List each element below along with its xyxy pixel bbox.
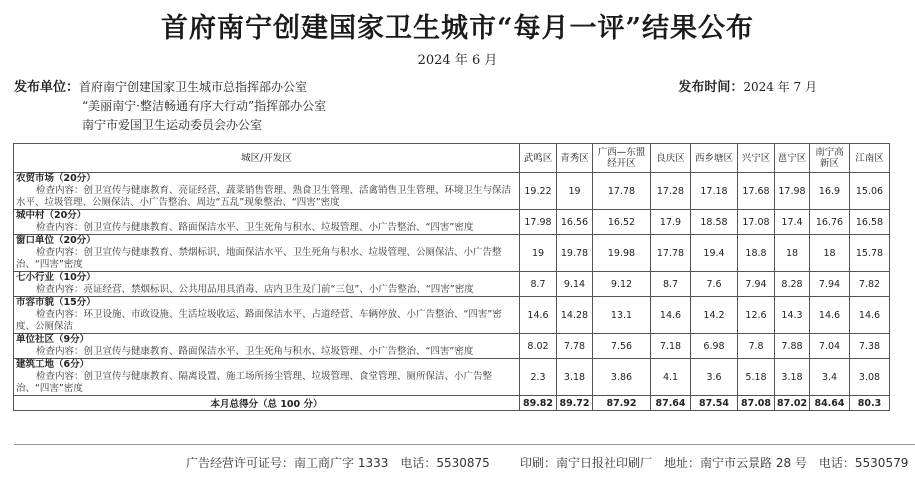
inspection-content: 检查内容：环卫设施、市政设施、生活垃圾收运、路面保洁水平、占道经营、车辆停放、小广告整治、“四害”密度、公厕保洁 xyxy=(16,309,502,332)
score-cell: 2.3 xyxy=(520,359,557,396)
score-cell: 17.98 xyxy=(520,210,557,235)
table-row xyxy=(14,210,890,235)
score-cell: 16.56 xyxy=(557,210,593,235)
publisher-line: 首府南宁创建国家卫生城市总指挥部办公室 xyxy=(79,80,308,94)
table-row xyxy=(14,334,890,359)
category-cell xyxy=(14,359,520,396)
score-cell: 3.86 xyxy=(593,359,651,396)
inspection-content: 检查内容：亮证经营、禁烟标识、公共用品用具消毒、店内卫生及门前“三包”、小广告整治、“四害”密度 xyxy=(36,284,474,295)
score-cell: 14.28 xyxy=(557,297,593,334)
score-cell: 19 xyxy=(520,235,557,272)
score-cell: 16.58 xyxy=(850,210,890,235)
header-district: 良庆区 xyxy=(651,144,691,173)
score-cell: 7.78 xyxy=(557,334,593,359)
score-cell: 14.6 xyxy=(810,297,850,334)
total-label: 本月总得分（总 100 分） xyxy=(14,396,520,411)
score-cell: 3.4 xyxy=(810,359,850,396)
total-score: 87.08 xyxy=(738,396,775,411)
inspection-content: 检查内容：创卫宣传与健康教育、路面保洁水平、卫生死角与积水、垃圾管理、小广告整治、“四害”密度 xyxy=(36,346,474,357)
inspection-content: 检查内容：创卫宣传与健康教育、亮证经营、蔬菜销售管理、熟食卫生管理、活禽销售卫生管理、环境卫生与保洁水平、垃圾管理、公厕保洁、小广告整治、周边“五乱”现象整治、“四害”密度 xyxy=(16,185,512,208)
total-score: 89.72 xyxy=(557,396,593,411)
header-district: 兴宁区 xyxy=(738,144,775,173)
table-row xyxy=(14,297,890,334)
category-title: 市容市貌（15分） xyxy=(16,297,96,308)
total-score: 89.82 xyxy=(520,396,557,411)
score-cell: 18.58 xyxy=(691,210,738,235)
total-score: 84.64 xyxy=(810,396,850,411)
score-cell: 12.6 xyxy=(738,297,775,334)
score-cell: 15.78 xyxy=(850,235,890,272)
category-title: 七小行业（10分） xyxy=(16,272,96,283)
score-cell: 18 xyxy=(810,235,850,272)
publish-time-label: 发布时间： xyxy=(678,80,744,95)
score-cell: 15.06 xyxy=(850,173,890,210)
header-district: 广西—东盟经开区 xyxy=(593,144,651,173)
score-cell: 14.6 xyxy=(651,297,691,334)
score-table xyxy=(13,143,890,411)
header-district: 西乡塘区 xyxy=(691,144,738,173)
score-cell: 7.82 xyxy=(850,272,890,297)
score-cell: 6.98 xyxy=(691,334,738,359)
score-cell: 17.78 xyxy=(651,235,691,272)
score-cell: 3.08 xyxy=(850,359,890,396)
score-cell: 17.9 xyxy=(651,210,691,235)
table-header-row xyxy=(14,144,890,173)
table-row xyxy=(14,272,890,297)
header-district: 武鸣区 xyxy=(520,144,557,173)
category-cell xyxy=(14,272,520,297)
score-cell: 9.12 xyxy=(593,272,651,297)
score-cell: 17.68 xyxy=(738,173,775,210)
score-cell: 3.18 xyxy=(775,359,810,396)
category-cell xyxy=(14,235,520,272)
table-row xyxy=(14,359,890,396)
score-cell: 17.98 xyxy=(775,173,810,210)
score-cell: 3.18 xyxy=(557,359,593,396)
score-cell: 17.28 xyxy=(651,173,691,210)
category-title: 农贸市场（20分） xyxy=(16,173,96,184)
score-cell: 8.02 xyxy=(520,334,557,359)
publisher-block xyxy=(14,78,326,135)
publish-time-value: 2024 年 7 月 xyxy=(743,80,817,94)
footer-print-info: 印刷：南宁日报社印刷厂 地址：南宁市云景路 28 号 电话：5530579 xyxy=(520,456,909,470)
score-cell: 8.7 xyxy=(651,272,691,297)
header-district: 邕宁区 xyxy=(775,144,810,173)
score-cell: 4.1 xyxy=(651,359,691,396)
score-cell: 16.76 xyxy=(810,210,850,235)
total-score: 87.64 xyxy=(651,396,691,411)
header-district: 南宁高新区 xyxy=(810,144,850,173)
score-cell: 19.22 xyxy=(520,173,557,210)
score-cell: 7.88 xyxy=(775,334,810,359)
publisher-label: 发布单位： xyxy=(14,80,80,95)
score-cell: 17.18 xyxy=(691,173,738,210)
score-cell: 19.4 xyxy=(691,235,738,272)
category-title: 城中村（20分） xyxy=(16,210,87,221)
score-cell: 16.52 xyxy=(593,210,651,235)
inspection-content: 检查内容：创卫宣传与健康教育、禁烟标识、地面保洁水平、卫生死角与积水、垃圾管理、公厕保洁、小广告整治、“四害”密度 xyxy=(16,247,502,270)
score-cell: 9.14 xyxy=(557,272,593,297)
score-cell: 8.7 xyxy=(520,272,557,297)
score-cell: 7.6 xyxy=(691,272,738,297)
table-row xyxy=(14,235,890,272)
page-title: 首府南宁创建国家卫生城市“每月一评”结果公布 xyxy=(160,13,755,44)
category-cell xyxy=(14,334,520,359)
score-cell: 7.94 xyxy=(810,272,850,297)
score-cell: 17.4 xyxy=(775,210,810,235)
category-cell xyxy=(14,173,520,210)
header-district: 青秀区 xyxy=(557,144,593,173)
header-district: 江南区 xyxy=(850,144,890,173)
score-cell: 18.8 xyxy=(738,235,775,272)
inspection-content: 检查内容：创卫宣传与健康教育、隔离设置、施工场所扬尘管理、垃圾管理、食堂管理、厕所保洁、小广告整治、“四害”密度 xyxy=(16,371,493,394)
footer-license-info: 广告经营许可证号：南工商广字 1333 电话：5530875 xyxy=(186,456,490,470)
category-cell xyxy=(14,210,520,235)
score-cell: 14.6 xyxy=(850,297,890,334)
total-score: 87.54 xyxy=(691,396,738,411)
category-title: 建筑工地（6分） xyxy=(16,359,90,370)
score-cell: 19 xyxy=(557,173,593,210)
score-cell: 19.98 xyxy=(593,235,651,272)
total-row xyxy=(14,396,890,411)
category-cell xyxy=(14,297,520,334)
score-cell: 19.78 xyxy=(557,235,593,272)
score-cell: 7.38 xyxy=(850,334,890,359)
score-cell: 7.56 xyxy=(593,334,651,359)
publisher-line: “美丽南宁·整洁畅通有序大行动”指挥部办公室 xyxy=(82,99,327,113)
footer-divider xyxy=(14,444,915,445)
header-district-label: 城区/开发区 xyxy=(14,144,520,173)
total-score: 87.02 xyxy=(775,396,810,411)
score-cell: 17.78 xyxy=(593,173,651,210)
score-cell: 7.8 xyxy=(738,334,775,359)
score-cell: 14.3 xyxy=(775,297,810,334)
publish-time xyxy=(678,78,817,97)
category-title: 单位社区（9分） xyxy=(16,334,90,345)
total-score: 87.92 xyxy=(593,396,651,411)
publisher-line: 南宁市爱国卫生运动委员会办公室 xyxy=(82,118,263,132)
score-cell: 13.1 xyxy=(593,297,651,334)
score-cell: 14.2 xyxy=(691,297,738,334)
table-row xyxy=(14,173,890,210)
score-cell: 7.94 xyxy=(738,272,775,297)
score-cell: 17.08 xyxy=(738,210,775,235)
score-cell: 7.04 xyxy=(810,334,850,359)
total-score: 80.3 xyxy=(850,396,890,411)
score-cell: 7.18 xyxy=(651,334,691,359)
score-cell: 3.6 xyxy=(691,359,738,396)
score-cell: 8.28 xyxy=(775,272,810,297)
score-cell: 5.18 xyxy=(738,359,775,396)
score-cell: 18 xyxy=(775,235,810,272)
report-month: 2024 年 6 月 xyxy=(417,53,498,68)
category-title: 窗口单位（20分） xyxy=(16,235,96,246)
inspection-content: 检查内容：创卫宣传与健康教育、路面保洁水平、卫生死角与积水、垃圾管理、小广告整治、“四害”密度 xyxy=(36,222,474,233)
score-cell: 14.6 xyxy=(520,297,557,334)
score-cell: 16.9 xyxy=(810,173,850,210)
